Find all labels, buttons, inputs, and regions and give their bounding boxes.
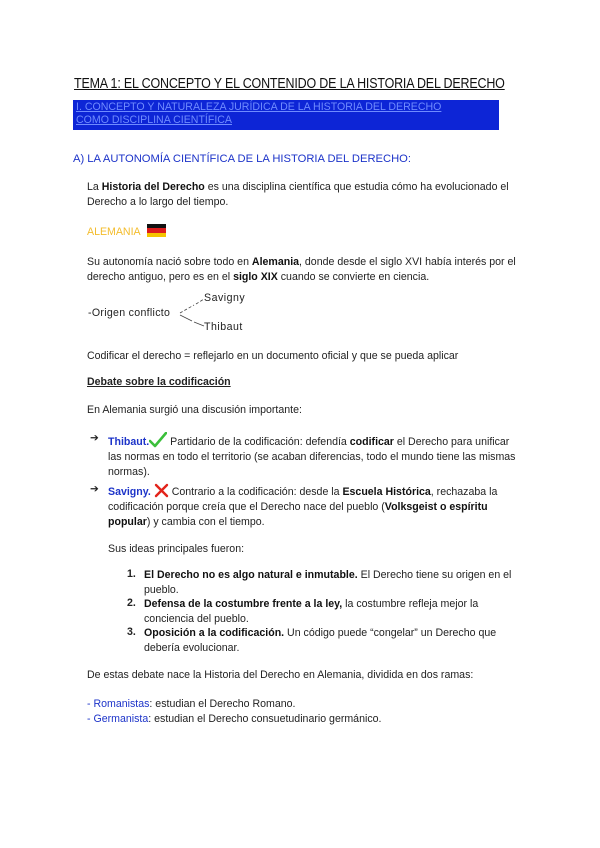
ideas-intro: Sus ideas principales fueron: <box>108 543 245 555</box>
codificar-definition: Codificar el derecho = reflejarlo en un documento oficial y que se pueda aplicar <box>87 350 459 362</box>
debate-intro: En Alemania surgió una discusión importante: <box>87 404 302 416</box>
savigny-name: Savigny. <box>108 486 151 498</box>
diagram-savigny: Savigny <box>204 292 246 304</box>
diagram-origin: -Origen conflicto <box>88 307 171 319</box>
debate-heading: Debate sobre la codificación <box>87 376 231 388</box>
alemania-label: ALEMANIA <box>87 226 141 238</box>
thibaut-name: Thibaut. <box>108 436 150 448</box>
list-item: 2. Defensa de la costumbre frente a la ley, la costumbre refleja mejor la conciencia del pueblo. <box>127 597 479 625</box>
ramas-intro: De estas debate nace la Historia del Derecho en Alemania, dividida en dos ramas: <box>87 669 474 681</box>
diagram-thibaut: Thibaut <box>204 321 243 333</box>
subsection-heading: A) LA AUTONOMÍA CIENTÍFICA DE LA HISTORIA DEL DERECHO: <box>73 153 411 165</box>
bullet-savigny: ➔ Savigny. Contrario a la codificación: desde la Escuela Histórica, rechazaba la codificación porque creía que el Derecho nace del pueblo (Volksgeist o espíritu popular) y cambia con el tiempo. <box>90 483 498 528</box>
section-heading-box <box>73 100 499 130</box>
check-icon <box>149 432 167 448</box>
list-item: 3. Oposición a la codificación. Un código puede “congelar” un Derecho que debería evolucionar. <box>127 626 497 654</box>
origin-conflict-diagram <box>88 288 268 338</box>
section-heading-line1: I. CONCEPTO Y NATURALEZA JURÍDICA DE LA HISTORIA DEL DERECHO <box>76 101 442 113</box>
arrow-bullet-icon: ➔ <box>90 432 99 444</box>
alemania-paragraph: Su autonomía nació sobre todo en Alemania, donde desde el siglo XVI había interés por el derecho antiguo, pero es en el siglo XIX cuando se convierte en ciencia. <box>87 256 516 283</box>
intro-paragraph: La Historia del Derecho es una disciplina científica que estudia cómo ha evolucionado el Derecho a lo largo del tiempo. <box>87 181 509 208</box>
list-item: 1. El Derecho no es algo natural e inmutable. El Derecho tiene su origen en el pueblo. <box>127 568 512 596</box>
page-title: TEMA 1: EL CONCEPTO Y EL CONTENIDO DE LA HISTORIA DEL DERECHO <box>74 76 505 92</box>
germany-flag-icon <box>147 224 166 237</box>
cross-icon <box>154 483 169 498</box>
arrow-bullet-icon: ➔ <box>90 483 99 495</box>
bullet-thibaut: ➔ Thibaut. Partidario de la codificación: defendía codificar el Derecho para unificar las normas en todo el territorio (se acaban diferencias, todo el mundo tiene las mismas normas). <box>90 432 516 478</box>
section-heading-line2: COMO DISCIPLINA CIENTÍFICA <box>76 114 232 126</box>
rama-romanistas: - Romanistas: estudian el Derecho Romano. <box>87 698 296 710</box>
rama-germanista: - Germanista: estudian el Derecho consuetudinario germánico. <box>87 713 382 725</box>
